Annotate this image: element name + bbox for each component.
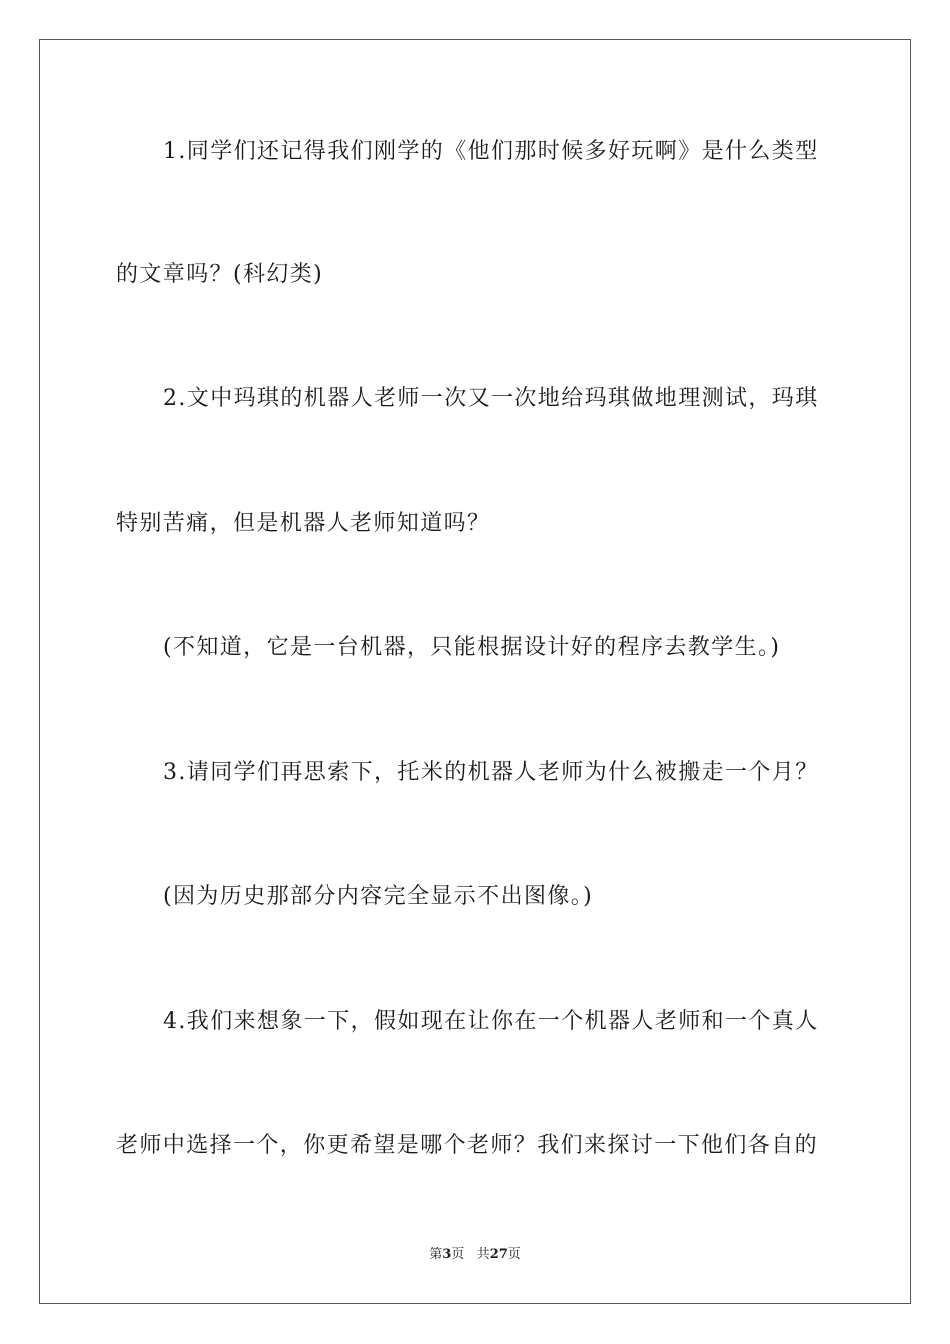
page-footer — [0, 1246, 950, 1264]
footer-prefix: 第 — [429, 1247, 443, 1262]
paragraph-line-2: 的文章吗？(科幻类) — [116, 262, 324, 287]
paragraph-line-4: 特别苦痛，但是机器人老师知道吗？ — [116, 511, 491, 536]
paragraph-line-9: 老师中选择一个，你更希望是哪个老师？我们来探讨一下他们各自的 — [116, 1133, 819, 1158]
paragraph-line-8: 4.我们来想象一下，假如现在让你在一个机器人老师和一个真人 — [163, 1009, 819, 1034]
paragraph-line-3: 2.文中玛琪的机器人老师一次又一次地给玛琪做地理测试，玛琪 — [163, 386, 819, 411]
footer-total-pages: 27 — [489, 1247, 508, 1262]
footer-page-number: 3 — [442, 1247, 452, 1262]
paragraph-line-6: 3.请同学们再思索下，托米的机器人老师为什么被搬走一个月？ — [163, 760, 819, 785]
paragraph-line-7: (因为历史那部分内容完全显示不出图像。) — [163, 884, 594, 909]
footer-page-suffix: 页 — [451, 1247, 465, 1262]
page-border — [39, 39, 911, 1304]
footer-total-prefix: 共 — [476, 1247, 490, 1262]
footer-total-suffix: 页 — [507, 1247, 521, 1262]
paragraph-line-1: 1.同学们还记得我们刚学的《他们那时候多好玩啊》是什么类型 — [163, 139, 819, 164]
paragraph-line-5: (不知道，它是一台机器，只能根据设计好的程序去教学生。) — [163, 635, 781, 660]
